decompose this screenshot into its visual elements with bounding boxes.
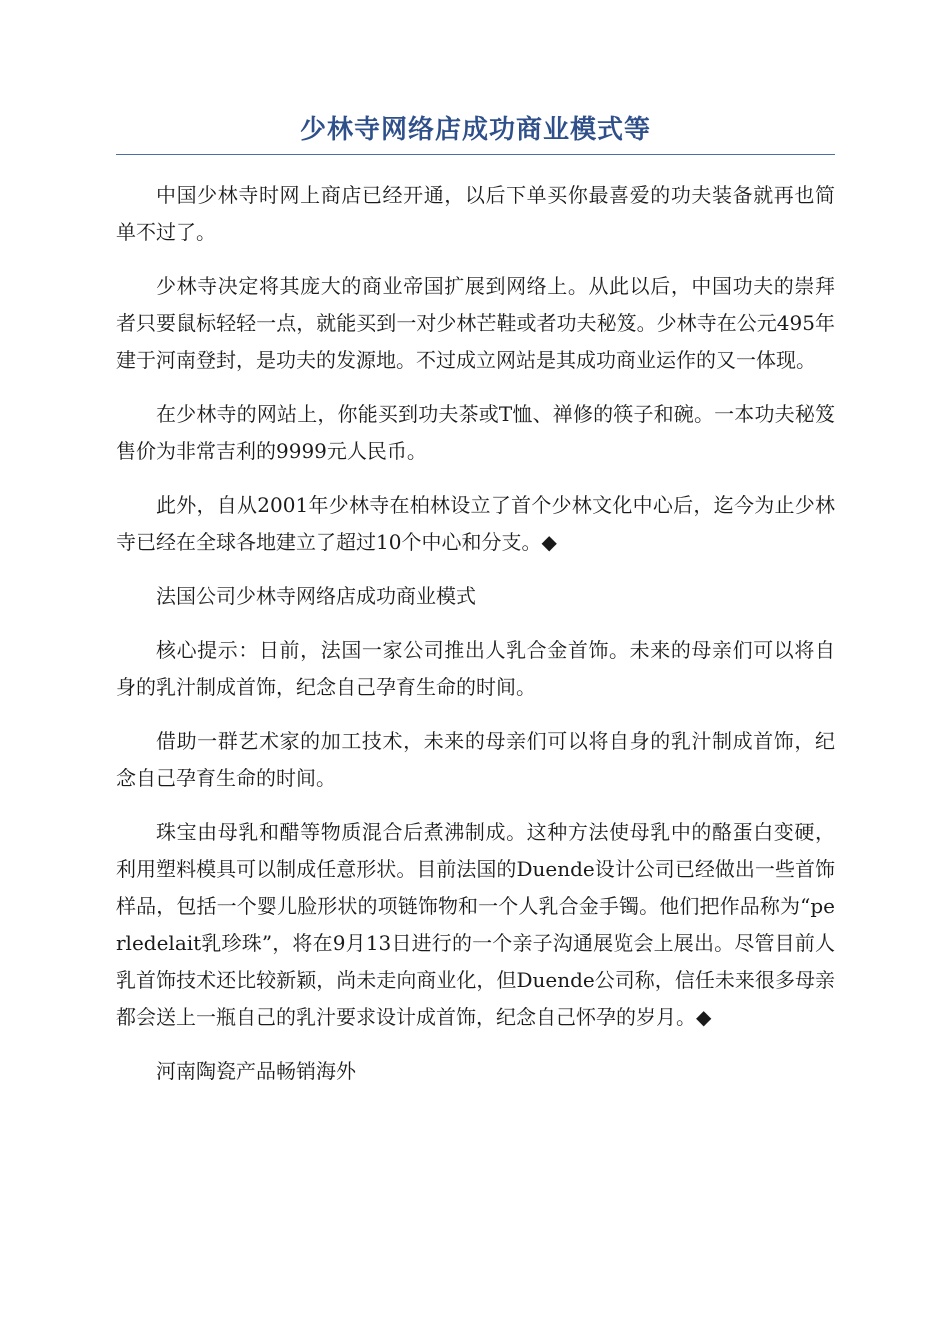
document-page [116,110,835,1107]
paragraph: 在少林寺的网站上，你能买到功夫茶或T恤、禅修的筷子和碗。一本功夫秘笈售价为非常吉利的9999元人民币。 [116,402,835,463]
paragraph: 少林寺决定将其庞大的商业帝国扩展到网络上。从此以后，中国功夫的崇拜者只要鼠标轻轻一点，就能买到一对少林芒鞋或者功夫秘笈。少林寺在公元495年建于河南登封，是功夫的发源地。不过成立网站是其成功商业运作的又一体现。 [116,274,835,372]
section-heading: 河南陶瓷产品畅销海外 [156,1059,356,1083]
paragraph: 此外，自从2001年少林寺在柏林设立了首个少林文化中心后，迄今为止少林寺已经在全球各地建立了超过10个中心和分支。◆ [116,493,835,554]
document-body [116,177,835,1090]
section-heading: 法国公司少林寺网络店成功商业模式 [156,584,476,608]
paragraph: 借助一群艺术家的加工技术，未来的母亲们可以将自身的乳汁制成首饰，纪念自己孕育生命的时间。 [116,729,835,790]
paragraph: 核心提示：日前，法国一家公司推出人乳合金首饰。未来的母亲们可以将自身的乳汁制成首饰，纪念自己孕育生命的时间。 [116,638,835,699]
document-title: 少林寺网络店成功商业模式等 [116,110,835,155]
paragraph: 中国少林寺时网上商店已经开通，以后下单买你最喜爱的功夫装备就再也简单不过了。 [116,183,835,244]
paragraph: 珠宝由母乳和醋等物质混合后煮沸制成。这种方法使母乳中的酪蛋白变硬，利用塑料模具可以制成任意形状。目前法国的Duende设计公司已经做出一些首饰样品，包括一个婴儿脸形状的项链饰物和一个人乳合金手镯。他们把作品称为“perledelait乳珍珠”，将在9月13日进行的一个亲子沟通展览会上展出。尽管目前人乳首饰技术还比较新颖，尚未走向商业化，但Duende公司称，信任未来很多母亲都会送上一瓶自己的乳汁要求设计成首饰，纪念自己怀孕的岁月。◆ [116,820,835,1029]
